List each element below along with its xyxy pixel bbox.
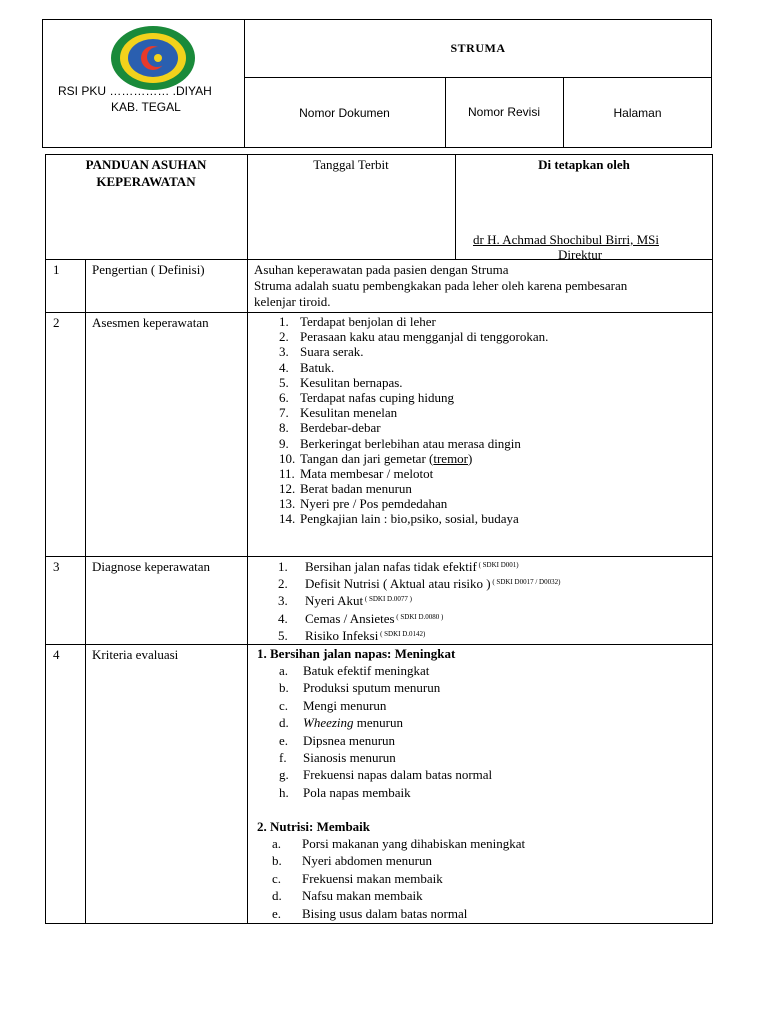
list-item-link: tremor	[433, 450, 469, 466]
list-item-number: 1.	[278, 559, 288, 574]
list-item-number: b.	[272, 853, 282, 869]
list-item-number: 10.	[279, 450, 296, 466]
list-item-text: Terdapat benjolan di leher	[300, 314, 436, 329]
list-item-text: Cemas / Ansietes	[305, 610, 395, 626]
sdki-code: ( SDKI D0017 / D0032)	[490, 578, 561, 587]
column-divider	[247, 154, 248, 924]
list-item-number: 2.	[278, 576, 288, 592]
sdki-code: ( SDKI D.0142)	[378, 629, 426, 638]
document-title: STRUMA	[450, 41, 506, 55]
list-item-text: Tangan dan jari gemetar (	[300, 450, 434, 466]
list-item	[279, 360, 548, 375]
list-item	[279, 344, 548, 359]
kriteria-group-title: 2. Nutrisi: Membaik	[257, 819, 371, 834]
section-number: 3	[53, 559, 60, 574]
list-item-number: 4.	[279, 359, 289, 375]
row-divider	[45, 312, 713, 313]
list-item	[279, 375, 548, 390]
list-item-number: 3.	[278, 593, 288, 609]
list-item-number: 12.	[279, 481, 296, 497]
list-item-number: 5.	[279, 374, 289, 390]
list-item-text: Kesulitan bernapas.	[300, 374, 403, 390]
sdki-code: ( SDKI D.0080 )	[394, 612, 444, 621]
row-divider	[45, 259, 713, 260]
panduan-title: PANDUAN ASUHAN	[85, 157, 207, 172]
list-item	[278, 610, 560, 627]
kriteria-list-nutrisi	[272, 835, 525, 922]
list-item-text: Dipsnea menurun	[303, 732, 396, 748]
signer-name: dr H. Achmad Shochibul Birri, MSi	[473, 232, 659, 247]
section-number: 1	[53, 262, 60, 277]
list-item-text: Suara serak.	[300, 344, 364, 360]
hospital-logo	[110, 25, 196, 91]
list-item	[279, 749, 492, 766]
list-item	[279, 679, 492, 696]
list-item	[279, 511, 548, 526]
list-item-number: 6.	[279, 389, 289, 405]
list-item-number: g.	[279, 767, 289, 783]
list-item-text: Berat badan menurun	[300, 481, 412, 497]
list-item-text: Sianosis menurun	[303, 749, 396, 765]
list-item-number: 1.	[279, 314, 289, 329]
list-item-number: f.	[279, 749, 287, 765]
definition-text: Struma adalah suatu pembengkakan pada leher oleh karena pembesaran	[254, 278, 628, 293]
list-item-number: 13.	[279, 496, 296, 512]
section-number: 4	[53, 647, 60, 662]
diagnose-list	[278, 558, 560, 644]
row-divider	[45, 556, 713, 557]
list-item	[272, 870, 525, 887]
sdki-code: ( SDKI D.0077 )	[363, 595, 412, 604]
list-item	[279, 405, 548, 420]
definition-text: kelenjar tiroid.	[254, 294, 331, 309]
list-item	[279, 697, 492, 714]
list-item	[279, 784, 492, 801]
section-title-kriteria: Kriteria evaluasi	[92, 647, 179, 662]
asesmen-list	[279, 314, 548, 527]
list-item-text: menurun	[353, 715, 404, 731]
section-number: 2	[53, 315, 60, 330]
list-item	[279, 451, 548, 466]
list-item-number: a.	[279, 663, 289, 678]
list-item-number: d.	[279, 715, 289, 731]
kriteria-list-jalan-napas	[279, 662, 492, 801]
list-item	[279, 481, 548, 496]
list-item	[279, 420, 548, 435]
list-item	[272, 905, 525, 922]
list-item-number: 5.	[278, 627, 288, 643]
list-item	[279, 436, 548, 451]
list-item-text: Perasaan kaku atau mengganjal di tenggorokan.	[300, 329, 549, 345]
list-item-text: Wheezing	[303, 715, 354, 731]
list-item	[278, 592, 560, 609]
list-item-number: c.	[272, 870, 282, 886]
panduan-title: KEPERAWATAN	[96, 174, 196, 189]
header-divider	[244, 77, 712, 78]
list-item	[272, 887, 525, 904]
list-item-text: Bersihan jalan nafas tidak efektif	[305, 559, 477, 574]
list-item	[279, 314, 548, 329]
list-item-text: Risiko Infeksi	[305, 627, 379, 643]
list-item-number: e.	[272, 905, 282, 921]
list-item-text: Batuk.	[300, 359, 335, 375]
column-divider	[85, 259, 86, 924]
list-item-text: Frekuensi makan membaik	[302, 870, 443, 886]
list-item	[278, 627, 560, 644]
list-item-text: Nyeri abdomen menurun	[302, 853, 432, 869]
list-item-text: Bising usus dalam batas normal	[302, 905, 468, 921]
signer-title: Direktur	[558, 247, 603, 262]
list-item	[279, 329, 548, 344]
list-item-number: 2.	[279, 329, 289, 345]
list-item-text: Nyeri Akut	[305, 593, 364, 609]
list-item-text: Nafsu makan membaik	[302, 888, 423, 904]
list-item	[279, 390, 548, 405]
list-item-number: 14.	[279, 511, 296, 527]
kriteria-group-title: 1. Bersihan jalan napas: Meningkat	[257, 646, 456, 661]
list-item	[279, 662, 492, 679]
nomor-dokumen-label: Nomor Dokumen	[299, 106, 390, 120]
hospital-name: RSI PKU …………… .DIYAH	[58, 84, 212, 98]
section-title-asesmen: Asesmen keperawatan	[92, 315, 209, 330]
list-item-text: )	[468, 450, 473, 466]
list-item-text: Frekuensi napas dalam batas normal	[303, 767, 493, 783]
list-item-number: b.	[279, 680, 289, 696]
list-item	[278, 575, 560, 592]
list-item	[279, 496, 548, 511]
definition-text: Asuhan keperawatan pada pasien dengan Struma	[254, 262, 509, 277]
list-item	[279, 714, 492, 731]
list-item	[279, 732, 492, 749]
list-item-text: Berdebar-debar	[300, 420, 381, 436]
list-item-text: Mengi menurun	[303, 697, 387, 713]
list-item-text: Porsi makanan yang dihabiskan meningkat	[302, 836, 526, 851]
list-item-number: 4.	[278, 610, 288, 626]
list-item-text: Nyeri pre / Pos pemdedahan	[300, 496, 448, 512]
list-item	[279, 766, 492, 783]
list-item-number: a.	[272, 836, 282, 851]
list-item-text: Terdapat nafas cuping hidung	[300, 389, 454, 405]
list-item-number: 9.	[279, 435, 289, 451]
list-item-text: Berkeringat berlebihan atau merasa dingin	[300, 435, 521, 451]
list-item-text: Kesulitan menelan	[300, 405, 398, 421]
list-item	[272, 835, 525, 852]
list-item-text: Batuk efektif meningkat	[303, 663, 430, 678]
sdki-code: ( SDKI D001)	[476, 561, 519, 569]
list-item-number: 3.	[279, 344, 289, 360]
list-item-text: Pola napas membaik	[303, 784, 411, 800]
list-item	[279, 466, 548, 481]
header-divider	[244, 19, 245, 148]
list-item-text: Pengkajian lain : bio,psiko, sosial, budaya	[300, 511, 519, 527]
halaman-label: Halaman	[613, 106, 662, 120]
list-item-number: 7.	[279, 405, 289, 421]
list-item-number: e.	[279, 732, 289, 748]
tanggal-terbit-label: Tanggal Terbit	[313, 157, 389, 172]
list-item-text: Produksi sputum menurun	[303, 680, 441, 696]
list-item-number: d.	[272, 888, 282, 904]
list-item-number: 11.	[279, 465, 295, 481]
list-item	[278, 558, 560, 575]
list-item-text: Mata membesar / melotot	[300, 465, 434, 481]
ditetapkan-label: Di tetapkan oleh	[538, 157, 630, 172]
hospital-regency: KAB. TEGAL	[111, 100, 181, 114]
row-divider	[45, 644, 713, 645]
section-title-pengertian: Pengertian ( Definisi)	[92, 262, 205, 277]
section-title-diagnose: Diagnose keperawatan	[92, 559, 211, 574]
list-item	[272, 852, 525, 869]
list-item-text: Defisit Nutrisi ( Aktual atau risiko )	[305, 576, 491, 592]
list-item-number: c.	[279, 697, 289, 713]
list-item-number: 8.	[279, 420, 289, 436]
nomor-revisi-label: Nomor Revisi	[467, 105, 540, 119]
list-item-number: h.	[279, 784, 289, 800]
